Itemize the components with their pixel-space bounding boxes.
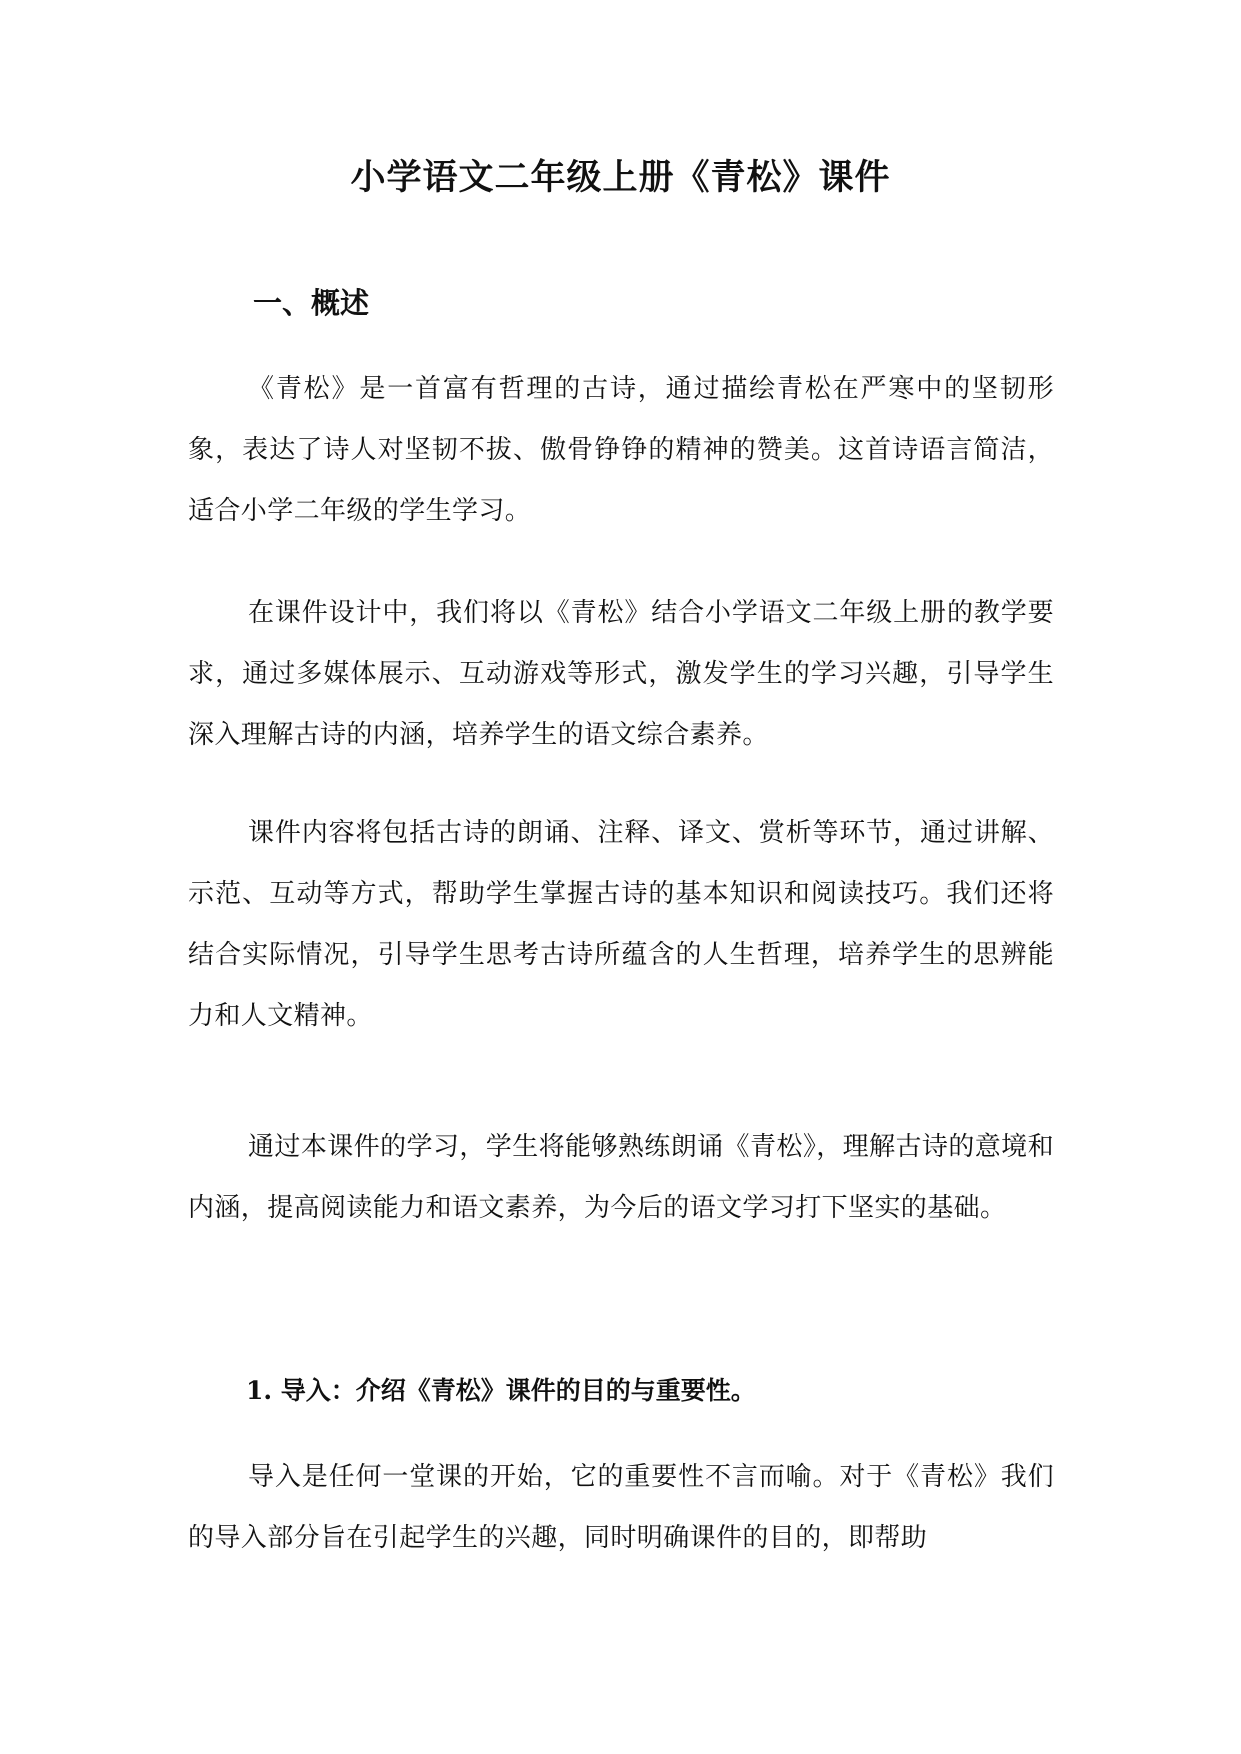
paragraph-courseware-content: 课件内容将包括古诗的朗诵、注释、译文、赏析等环节，通过讲解、示范、互动等方式，帮助学生掌握古诗的基本知识和阅读技巧。我们还将结合实际情况，引导学生思考古诗所蕴含的人生哲理，培养学生的思辨能力和人文精神。 [188,818,1054,1031]
paragraph-courseware-design: 在课件设计中，我们将以《青松》结合小学语文二年级上册的教学要求，通过多媒体展示、互动游戏等形式，激发学生的学习兴趣，引导学生深入理解古诗的内涵，培养学生的语文综合素养。 [188,598,1054,750]
paragraph-overview-intro: 《青松》是一首富有哲理的古诗，通过描绘青松在严寒中的坚韧形象，表达了诗人对坚韧不拔、傲骨铮铮的精神的赞美。这首诗语言简洁，适合小学二年级的学生学习。 [188,374,1054,526]
document-title: 小学语文二年级上册《青松》课件 [350,157,891,198]
paragraph-introduction: 导入是任何一堂课的开始，它的重要性不言而喻。对于《青松》我们的导入部分旨在引起学生的兴趣，同时明确课件的目的，即帮助 [188,1462,1054,1553]
paragraph-learning-outcome: 通过本课件的学习，学生将能够熟练朗诵《青松》，理解古诗的意境和内涵，提高阅读能力和语文素养，为今后的语文学习打下坚实的基础。 [188,1132,1054,1223]
subsection-heading-introduction: 1. 导入：介绍《青松》课件的目的与重要性。 [246,1376,756,1405]
section-heading-overview: 一、概述 [253,286,370,320]
